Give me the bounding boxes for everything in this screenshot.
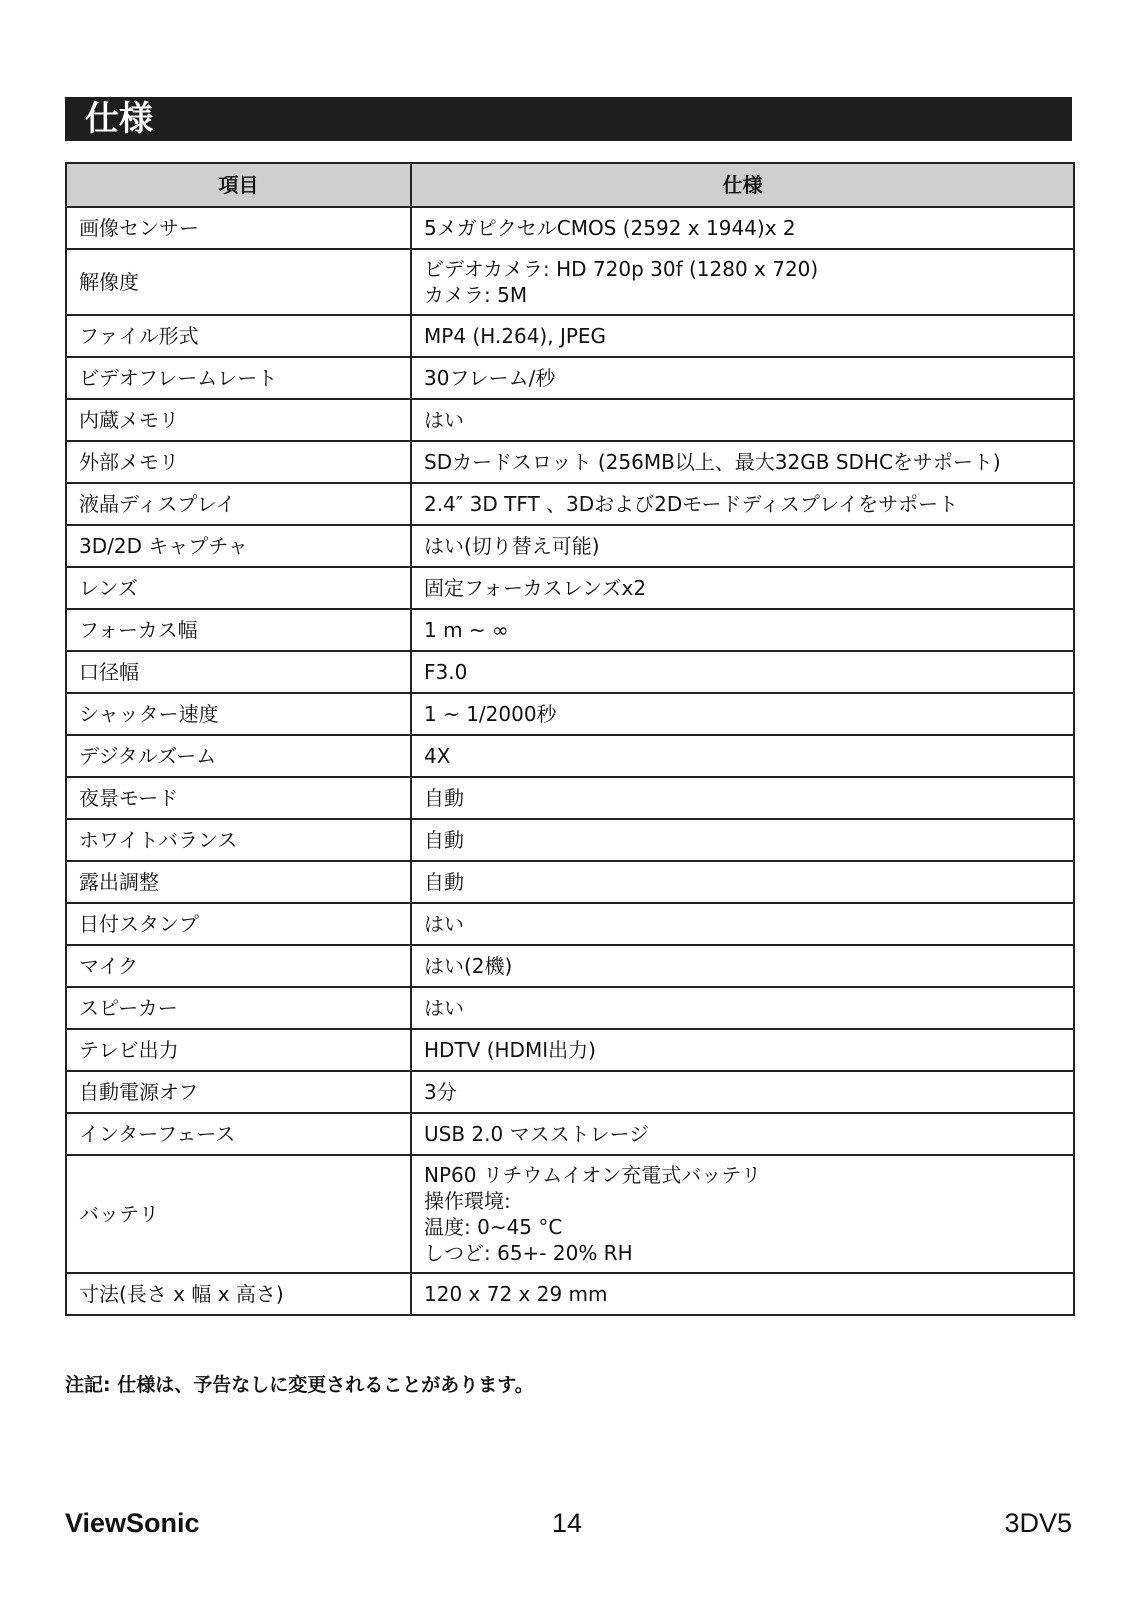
column-header-spec: 仕様 bbox=[411, 163, 1074, 207]
spec-value-cell bbox=[411, 903, 1074, 945]
spec-value-line: 2.4″ 3D TFT 、3Dおよび2Dモードディスプレイをサポート bbox=[424, 492, 959, 516]
spec-value-line: はい(切り替え可能) bbox=[424, 534, 600, 558]
model-name: 3DV5 bbox=[1004, 1508, 1072, 1538]
spec-item-cell: 日付スタンプ bbox=[66, 903, 411, 945]
spec-value-line: しつど: 65+- 20% RH bbox=[424, 1241, 633, 1265]
spec-value-cell bbox=[411, 207, 1074, 249]
spec-item-cell: ビデオフレームレート bbox=[66, 357, 411, 399]
spec-value-cell bbox=[411, 777, 1074, 819]
table-header-row bbox=[66, 163, 1074, 207]
table-row bbox=[66, 1155, 1074, 1273]
spec-value-cell bbox=[411, 399, 1074, 441]
spec-item-cell: インターフェース bbox=[66, 1113, 411, 1155]
spec-value-line: SDカードスロット (256MB以上、最大32GB SDHCをサポート) bbox=[424, 450, 1001, 474]
spec-value-line: 自動 bbox=[424, 786, 464, 810]
spec-value-line: 固定フォーカスレンズx2 bbox=[424, 576, 647, 600]
spec-value-cell bbox=[411, 567, 1074, 609]
spec-item-cell: 露出調整 bbox=[66, 861, 411, 903]
spec-value-line: F3.0 bbox=[424, 660, 468, 684]
spec-item-cell: 寸法(長さ x 幅 x 高さ) bbox=[66, 1273, 411, 1315]
spec-value-line: 3分 bbox=[424, 1080, 457, 1104]
table-row bbox=[66, 1273, 1074, 1315]
spec-value-cell bbox=[411, 819, 1074, 861]
table-row bbox=[66, 315, 1074, 357]
table-row bbox=[66, 609, 1074, 651]
spec-value-line: 自動 bbox=[424, 870, 464, 894]
table-row bbox=[66, 441, 1074, 483]
table-row bbox=[66, 249, 1074, 315]
spec-item-cell: 夜景モード bbox=[66, 777, 411, 819]
spec-value-line: USB 2.0 マスストレージ bbox=[424, 1122, 650, 1146]
spec-item-cell: ファイル形式 bbox=[66, 315, 411, 357]
spec-item-cell: 解像度 bbox=[66, 249, 411, 315]
column-header-item: 項目 bbox=[66, 163, 411, 207]
spec-item-cell: シャッター速度 bbox=[66, 693, 411, 735]
spec-value-cell bbox=[411, 1071, 1074, 1113]
spec-value-cell bbox=[411, 609, 1074, 651]
spec-value-cell bbox=[411, 441, 1074, 483]
spec-value-cell bbox=[411, 945, 1074, 987]
spec-item-cell: デジタルズーム bbox=[66, 735, 411, 777]
table-row bbox=[66, 1113, 1074, 1155]
table-row bbox=[66, 861, 1074, 903]
spec-item-cell: 自動電源オフ bbox=[66, 1071, 411, 1113]
spec-item-cell: スピーカー bbox=[66, 987, 411, 1029]
spec-item-cell: フォーカス幅 bbox=[66, 609, 411, 651]
spec-value-line: はい bbox=[424, 912, 464, 936]
table-row bbox=[66, 819, 1074, 861]
spec-value-line: はい bbox=[424, 408, 464, 432]
spec-value-line: 120 x 72 x 29 mm bbox=[424, 1282, 608, 1306]
spec-item-cell: ホワイトバランス bbox=[66, 819, 411, 861]
spec-value-cell bbox=[411, 357, 1074, 399]
spec-value-cell bbox=[411, 483, 1074, 525]
specifications-table bbox=[65, 162, 1075, 1316]
spec-item-cell: 3D/2D キャプチャ bbox=[66, 525, 411, 567]
spec-value-line: 30フレーム/秒 bbox=[424, 366, 556, 390]
spec-item-cell: 口径幅 bbox=[66, 651, 411, 693]
spec-item-cell: 画像センサー bbox=[66, 207, 411, 249]
spec-item-cell: レンズ bbox=[66, 567, 411, 609]
spec-value-cell bbox=[411, 1113, 1074, 1155]
table-row bbox=[66, 987, 1074, 1029]
spec-value-line: カメラ: 5M bbox=[424, 283, 528, 307]
spec-value-cell bbox=[411, 1155, 1074, 1273]
table-row bbox=[66, 357, 1074, 399]
spec-item-cell: 外部メモリ bbox=[66, 441, 411, 483]
spec-value-line: MP4 (H.264), JPEG bbox=[424, 324, 607, 348]
spec-value-cell bbox=[411, 651, 1074, 693]
table-row bbox=[66, 735, 1074, 777]
spec-value-line: 1 ~ 1/2000秒 bbox=[424, 702, 557, 726]
spec-item-cell: 内蔵メモリ bbox=[66, 399, 411, 441]
spec-item-cell: バッテリ bbox=[66, 1155, 411, 1273]
spec-value-line: 温度: 0~45 °C bbox=[424, 1215, 563, 1239]
table-row bbox=[66, 693, 1074, 735]
table-row bbox=[66, 399, 1074, 441]
table-row bbox=[66, 567, 1074, 609]
table-row bbox=[66, 903, 1074, 945]
table-body bbox=[66, 207, 1074, 1315]
spec-item-cell: 液晶ディスプレイ bbox=[66, 483, 411, 525]
table-row bbox=[66, 777, 1074, 819]
spec-value-cell bbox=[411, 249, 1074, 315]
spec-value-line: はい(2機) bbox=[424, 954, 513, 978]
table-row bbox=[66, 483, 1074, 525]
table-row bbox=[66, 945, 1074, 987]
spec-value-line: 5メガピクセルCMOS (2592 x 1944)x 2 bbox=[424, 216, 796, 240]
table-row bbox=[66, 651, 1074, 693]
spec-item-cell: テレビ出力 bbox=[66, 1029, 411, 1071]
spec-value-cell bbox=[411, 987, 1074, 1029]
spec-value-cell bbox=[411, 693, 1074, 735]
footnote: 注記: 仕様は、予告なしに変更されることがあります。 bbox=[65, 1374, 534, 1396]
spec-value-line: HDTV (HDMI出力) bbox=[424, 1038, 596, 1062]
spec-value-cell bbox=[411, 735, 1074, 777]
spec-item-cell: マイク bbox=[66, 945, 411, 987]
page-title: 仕様 bbox=[65, 97, 1072, 141]
table-row bbox=[66, 1071, 1074, 1113]
brand-name: ViewSonic bbox=[65, 1508, 200, 1538]
spec-value-line: 自動 bbox=[424, 828, 464, 852]
spec-value-line: ビデオカメラ: HD 720p 30f (1280 x 720) bbox=[424, 257, 819, 281]
spec-value-line: NP60 リチウムイオン充電式バッテリ bbox=[424, 1163, 762, 1187]
spec-value-cell bbox=[411, 1273, 1074, 1315]
spec-value-line: 1 m ~ ∞ bbox=[424, 618, 509, 642]
table-row bbox=[66, 207, 1074, 249]
spec-value-line: 4X bbox=[424, 744, 451, 768]
spec-value-line: はい bbox=[424, 996, 464, 1020]
spec-value-cell bbox=[411, 1029, 1074, 1071]
spec-value-cell bbox=[411, 315, 1074, 357]
table-row bbox=[66, 1029, 1074, 1071]
table-row bbox=[66, 525, 1074, 567]
spec-value-cell bbox=[411, 861, 1074, 903]
spec-value-line: 操作環境: bbox=[424, 1189, 511, 1213]
spec-value-cell bbox=[411, 525, 1074, 567]
page-number: 14 bbox=[552, 1508, 583, 1538]
